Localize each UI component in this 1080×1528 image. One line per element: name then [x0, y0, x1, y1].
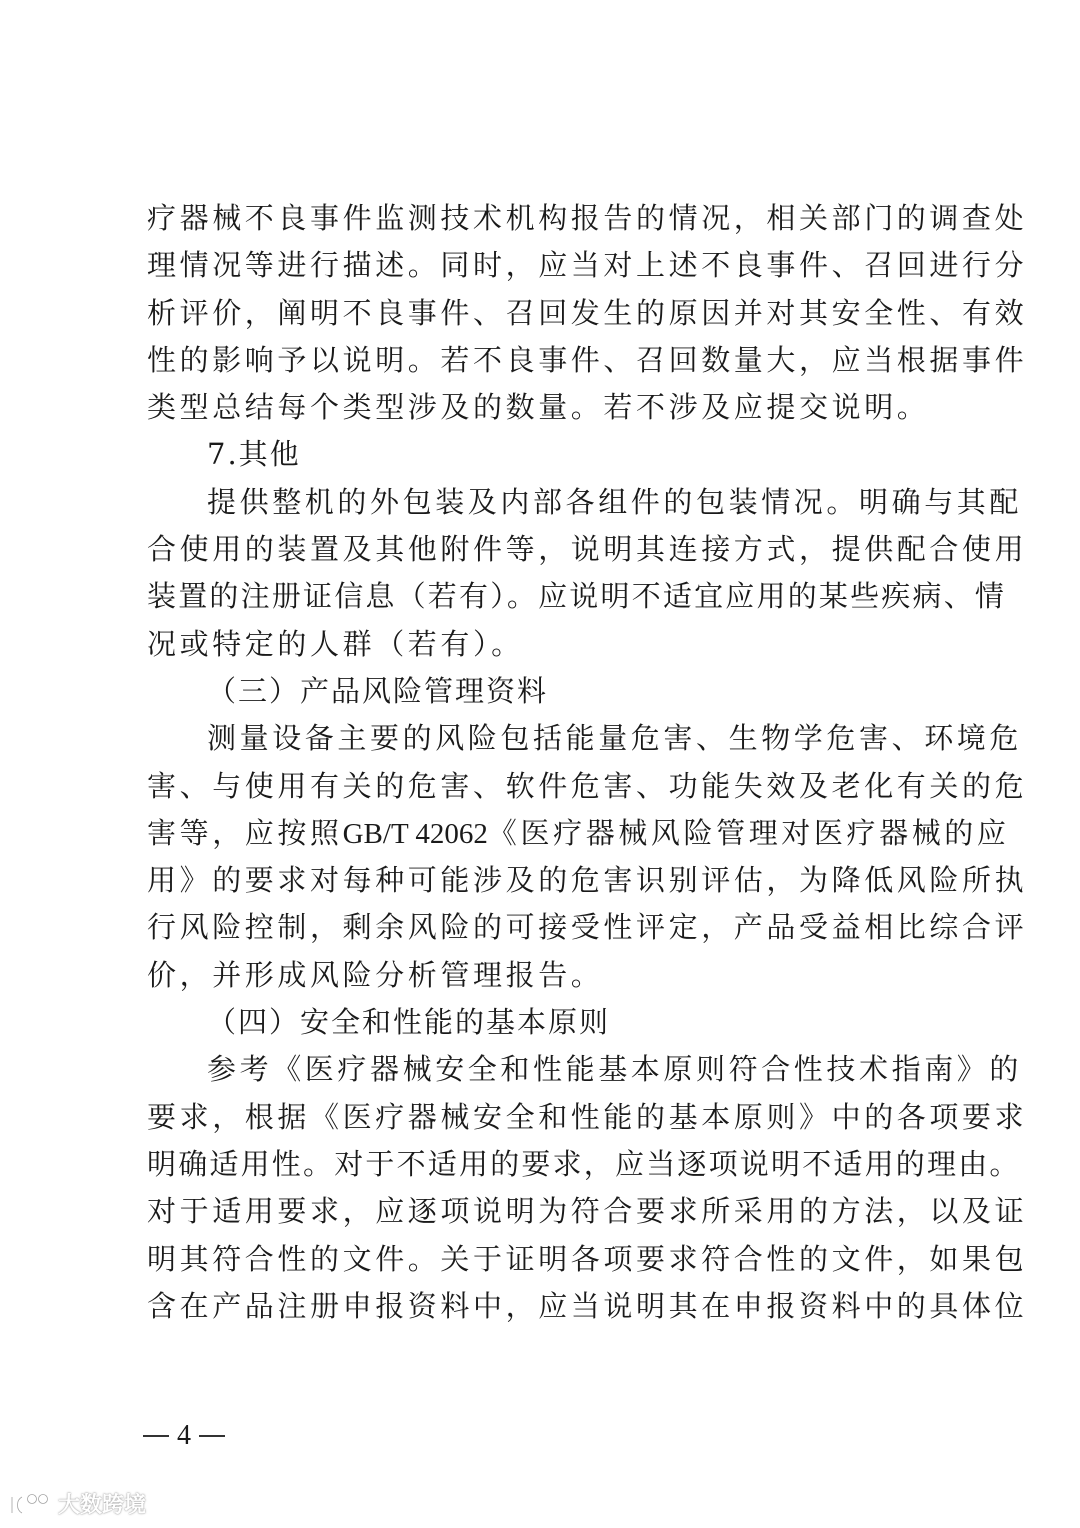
body-line-standard-reference [147, 810, 1010, 857]
page-number [143, 1420, 225, 1452]
paragraph-start: 参考《医疗器械安全和性能基本原则符合性技术指南》的 [207, 1052, 1023, 1087]
body-line: 合使用的装置及其他附件等，说明其连接方式，提供配合使用 [147, 532, 1028, 567]
text-segment: 《医疗器械风险管理对医疗器械的应 [487, 815, 1010, 850]
dash-left [143, 1435, 169, 1437]
subheading-other: 7.其他 [207, 437, 301, 472]
body-line: 对于适用要求，应逐项说明为符合要求所采用的方法，以及证 [147, 1194, 1028, 1229]
standard-code: GB/T 42062 [342, 817, 488, 850]
body-line: 理情况等进行描述。同时，应当对上述不良事件、召回进行分 [147, 248, 1028, 283]
text-segment: 害等，应按照 [147, 815, 343, 850]
body-line: 装置的注册证信息（若有）。应说明不适宜应用的某些疾病、情 [147, 579, 1007, 614]
body-line: 类型总结每个类型涉及的数量。若不涉及应提交说明。 [147, 390, 930, 425]
body-line: 况或特定的人群（若有）。 [147, 626, 524, 661]
body-line: 性的影响予以说明。若不良事件、召回数量大，应当根据事件 [147, 342, 1028, 377]
body-line: 疗器械不良事件监测技术机构报告的情况，相关部门的调查处 [147, 201, 1028, 235]
paragraph-start: 测量设备主要的风险包括能量危害、生物学危害、环境危 [207, 721, 1023, 756]
body-line: 明其符合性的文件。关于证明各项要求符合性的文件，如果包 [147, 1241, 1028, 1276]
paragraph-start: 提供整机的外包装及内部各组件的包装情况。明确与其配 [207, 484, 1023, 519]
1688-logo-icon [8, 1491, 52, 1517]
body-line: 害、与使用有关的危害、软件危害、功能失效及老化有关的危 [147, 768, 1028, 803]
body-line: 含在产品注册申报资料中，应当说明其在申报资料中的具体位 [147, 1288, 1028, 1323]
body-line: 明确适用性。对于不适用的要求，应当逐项说明不适用的理由。 [147, 1146, 1021, 1181]
body-line: 价，并形成风险分析管理报告。 [147, 957, 604, 992]
document-body [147, 195, 1028, 1330]
watermark [8, 1488, 146, 1519]
watermark-text: 大数跨境 [58, 1493, 147, 1518]
body-line: 用》的要求对每种可能涉及的危害识别评估，为降低风险所执 [147, 863, 1028, 898]
body-line: 行风险控制，剩余风险的可接受性评定，产品受益相比综合评 [147, 910, 1028, 945]
section-heading-safety-principles: （四）安全和性能的基本原则 [207, 1005, 611, 1040]
dash-right [199, 1435, 225, 1437]
body-line: 要求，根据《医疗器械安全和性能的基本原则》中的各项要求 [147, 1099, 1028, 1134]
body-line: 析评价，阐明不良事件、召回发生的原因并对其安全性、有效 [147, 295, 1028, 330]
page-number-value: 4 [177, 1420, 191, 1451]
section-heading-risk-management: （三）产品风险管理资料 [207, 673, 549, 708]
